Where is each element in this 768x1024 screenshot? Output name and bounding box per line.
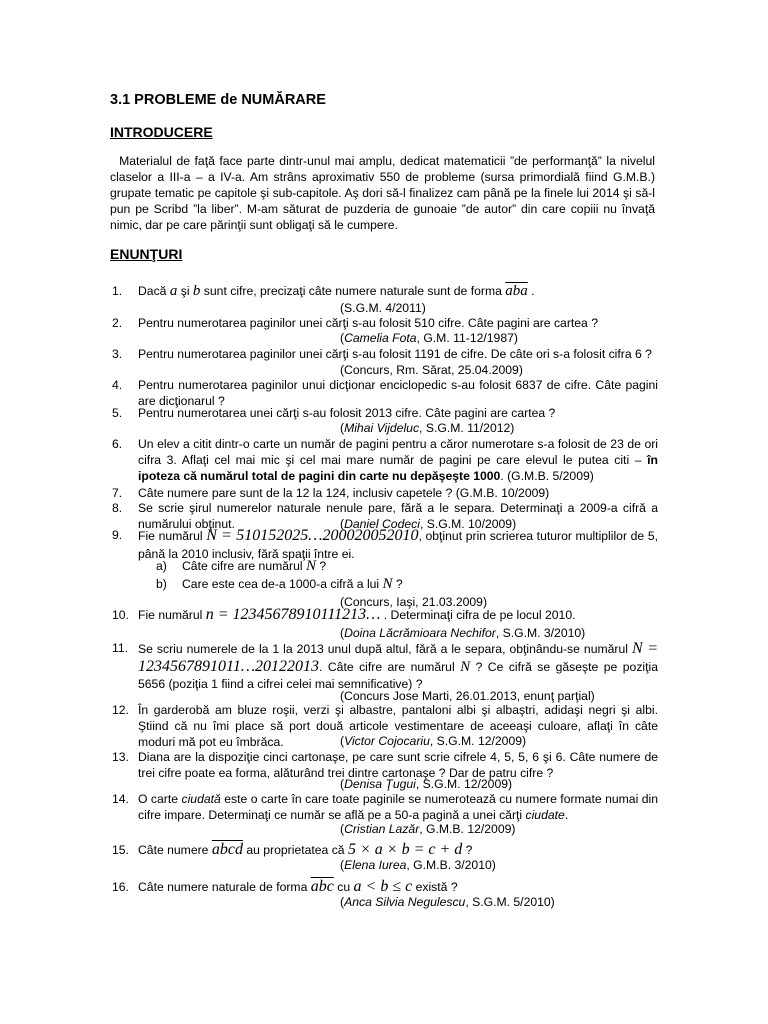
- problem-source: (Anca Silvia Negulescu, S.G.M. 5/2010): [340, 895, 555, 909]
- problem-source: (Denisa Ţugui, S.G.M. 12/2009): [340, 777, 513, 791]
- problem-text: Fie numărul N = 510152025…200020052010, obţinut prin scrierea tuturor multiplilor de 5, până la 2010 inclusiv, fără spaţii între ei.: [138, 527, 659, 561]
- problem-number: 14.: [112, 792, 129, 806]
- problem-text: Pentru numerotarea paginilor unei cărţi s-au folosit 1191 de cifre. De câte ori s-a folosit cifra 6 ?: [138, 347, 652, 361]
- problem-source: (Doina Lăcrămioara Nechifor, S.G.M. 3/2010): [340, 626, 586, 640]
- problem-source: (Daniel Codeci, S.G.M. 10/2009): [340, 517, 517, 531]
- problem-source: (Victor Cojocariu, S.G.M. 12/2009): [340, 734, 527, 748]
- problem-text: Câte numere naturale de forma $\overline{abc}$ cu a < b ≤ c există ?: [138, 878, 458, 895]
- problem-text: Câte numere abcd au proprietatea că 5 × a × b = c + d ?: [138, 841, 473, 858]
- problem-source: (Concurs, Rm. Sărat, 25.04.2009): [340, 363, 523, 377]
- problem-number: 13.: [112, 750, 129, 764]
- problem-text: Pentru numerotarea paginilor unei cărţi s-au folosit 510 cifre. Câte pagini are cartea ?: [138, 316, 598, 330]
- problem-number: 6.: [112, 437, 123, 451]
- problem-number: 7.: [112, 486, 123, 500]
- intro-heading: INTRODUCERE: [110, 124, 213, 140]
- problem-text: În garderobă am bluze roşii, verzi şi albastre, pantaloni albi şi albaştri, adidaşi negri şi albi. Ştiind că nu îmi place să port două articole vestimentare de aceeaşi culoare, aflaţi în câte moduri mă pot eu îmbrăca.: [138, 703, 658, 749]
- problem-number: 3.: [112, 347, 123, 361]
- problem-number: 9.: [112, 528, 123, 542]
- page-title: 3.1 PROBLEME de NUMĂRARE: [110, 92, 326, 108]
- problem-source: (S.G.M. 4/2011): [340, 301, 426, 315]
- problem-number: 8.: [112, 501, 123, 515]
- problem-number: 16.: [112, 880, 129, 894]
- problem-9-subpoint-b: b) Care este cea de-a 1000-a cifră a lui N ?: [156, 576, 403, 592]
- problem-text: Fie numărul n = 12345678910111213… . Determinaţi cifra de pe locul 2010.: [138, 606, 576, 623]
- problem-text: Un elev a citit dintr-o carte un număr de pagini pentru a căror numerotare s-a folosit de 23 de ori cifra 3. Aflaţi cel mai mic şi cel mai mare număr de pagini pe care elevul le putea citi – în ipoteza că numărul total de pagini din carte nu depăşeşte 1000. (G.M.B. 5/2009): [138, 437, 658, 483]
- problem-number: 4.: [112, 378, 123, 392]
- problem-text: Se scriu numerele de la 1 la 2013 unul după altul, fără a le separa, obţinându-se numărul N = 1234567891011…20122013. Câte cifre are numărul N ? Ce cifră se găseşte pe poziţia 5656 (poziţia 1 fiind a cifrei celei mai semnificative) ?: [138, 640, 659, 691]
- problem-text: Pentru numerotarea paginilor unui dicţionar enciclopedic s-au folosit 6837 de cifre. Câte pagini are dicţionarul ?: [138, 378, 658, 408]
- problem-number: 15.: [112, 843, 129, 857]
- problem-number: 5.: [112, 406, 123, 420]
- enunturi-heading: ENUNŢURI: [110, 246, 183, 262]
- problem-source: (Cristian Lazăr, G.M.B. 12/2009): [340, 822, 516, 836]
- problem-number: 12.: [112, 703, 129, 717]
- problem-number: 1.: [112, 284, 123, 298]
- problem-text: Pentru numerotarea unei cărţi s-au folosit 2013 cifre. Câte pagini are cartea ?: [138, 406, 556, 420]
- problem-number: 2.: [112, 316, 123, 330]
- problem-text: O carte ciudată este o carte în care toate paginile se numerotează cu numere formate numai din cifre impare. Determinaţi ce număr se află pe a 50-a pagină a unei cărţi ciudate.: [138, 792, 658, 822]
- problem-source: (Camelia Fota, G.M. 11-12/1987): [340, 331, 518, 345]
- problem-text: Câte numere pare sunt de la 12 la 124, inclusiv capetele ? (G.M.B. 10/2009): [138, 486, 550, 500]
- problem-source: (Concurs Jose Marti, 26.01.2013, enunţ parţial): [340, 689, 595, 703]
- problem-source: (Elena Iurea, G.M.B. 3/2010): [340, 858, 496, 872]
- problem-source: (Concurs, Iaşi, 21.03.2009): [340, 595, 488, 609]
- intro-paragraph: Materialul de faţă face parte dintr-unul mai amplu, dedicat matematicii ”de performanţă” la nivelul claselor a III-a – a IV-a. Am strâns aproximativ 550 de probleme (sursa primordială fiind G.M.B.) grupate tematic pe capitole şi sub-capitole. Aş dori să-l finalizez cam până pe la finele lui 2014 şi să-l pun pe Scribd ”la liber”. M-am săturat de puzderia de gunoaie ”de autor” din care copiii nu învaţă nimic, dar pe care părinţii sunt obligaţi să le cumpere.: [110, 154, 655, 232]
- problem-number: 11.: [112, 641, 129, 655]
- problem-text: Se scrie şirul numerelor naturale nenule pare, fără a le separa. Determinaţi a 2009-a cifră a numărului obţinut.: [138, 501, 658, 531]
- problem-text: Diana are la dispoziţie cinci cartonaşe, pe care sunt scrie cifrele 4, 5, 5, 6 şi 6. Câte numere de trei cifre poate ea forma, alăturând trei dintre cartonaşe ? Dar de patru cifre ?: [138, 750, 658, 780]
- problem-source: (Mihai Vijdeluc, S.G.M. 11/2012): [340, 421, 515, 435]
- problem-9-subpoint-a: a) Câte cifre are numărul N ?: [156, 558, 327, 574]
- problem-number: 10.: [112, 608, 129, 622]
- problem-text: Dacă a şi b sunt cifre, precizaţi câte numere naturale sunt de forma $\overline{aba}$ .: [138, 283, 535, 299]
